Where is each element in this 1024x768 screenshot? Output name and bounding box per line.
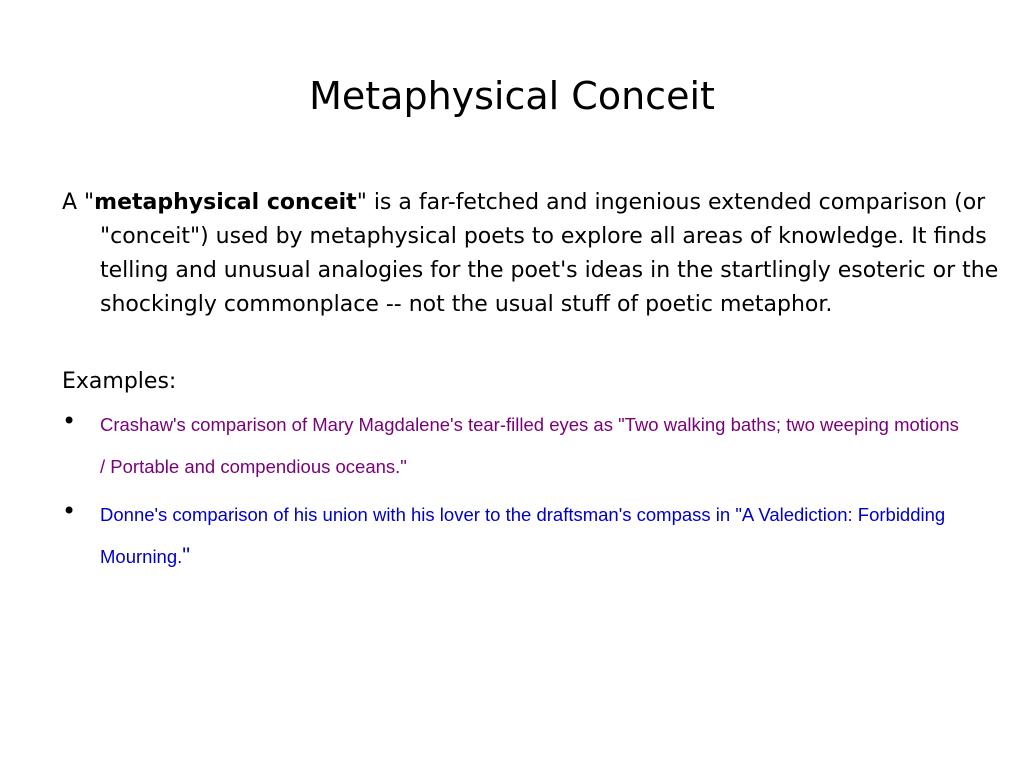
example-text xyxy=(100,404,962,487)
definition-paragraph xyxy=(62,186,1010,322)
bullet-icon: • xyxy=(62,497,77,525)
example-item-donne xyxy=(62,494,962,577)
example-text-body: Crashaw's comparison of Mary Magdalene's tear-filled eyes as "Two walking baths; two weeping motions / Portable and compendious oceans." xyxy=(100,414,959,477)
examples-label: Examples: xyxy=(62,369,177,394)
bullet-icon: • xyxy=(62,407,77,435)
example-text xyxy=(100,494,962,577)
slide-title: Metaphysical Conceit xyxy=(309,74,715,118)
example-closing-quote: " xyxy=(182,543,191,568)
definition-prefix: A " xyxy=(62,190,95,215)
definition-body: " is a far-fetched and ingenious extended comparison (or "conceit") used by metaphysical poets to explore all areas of knowledge. It finds telling and unusual analogies for the poet's ideas in the startlingly esoteric or the shockingly commonplace -- not the usual stuff of poetic metaphor. xyxy=(100,190,999,317)
example-text-body: Donne's comparison of his union with his lover to the draftsman's compass in "A Valediction: Forbidding Mourning. xyxy=(100,504,946,567)
definition-term: metaphysical conceit xyxy=(94,190,357,215)
example-item-crashaw xyxy=(62,404,962,487)
